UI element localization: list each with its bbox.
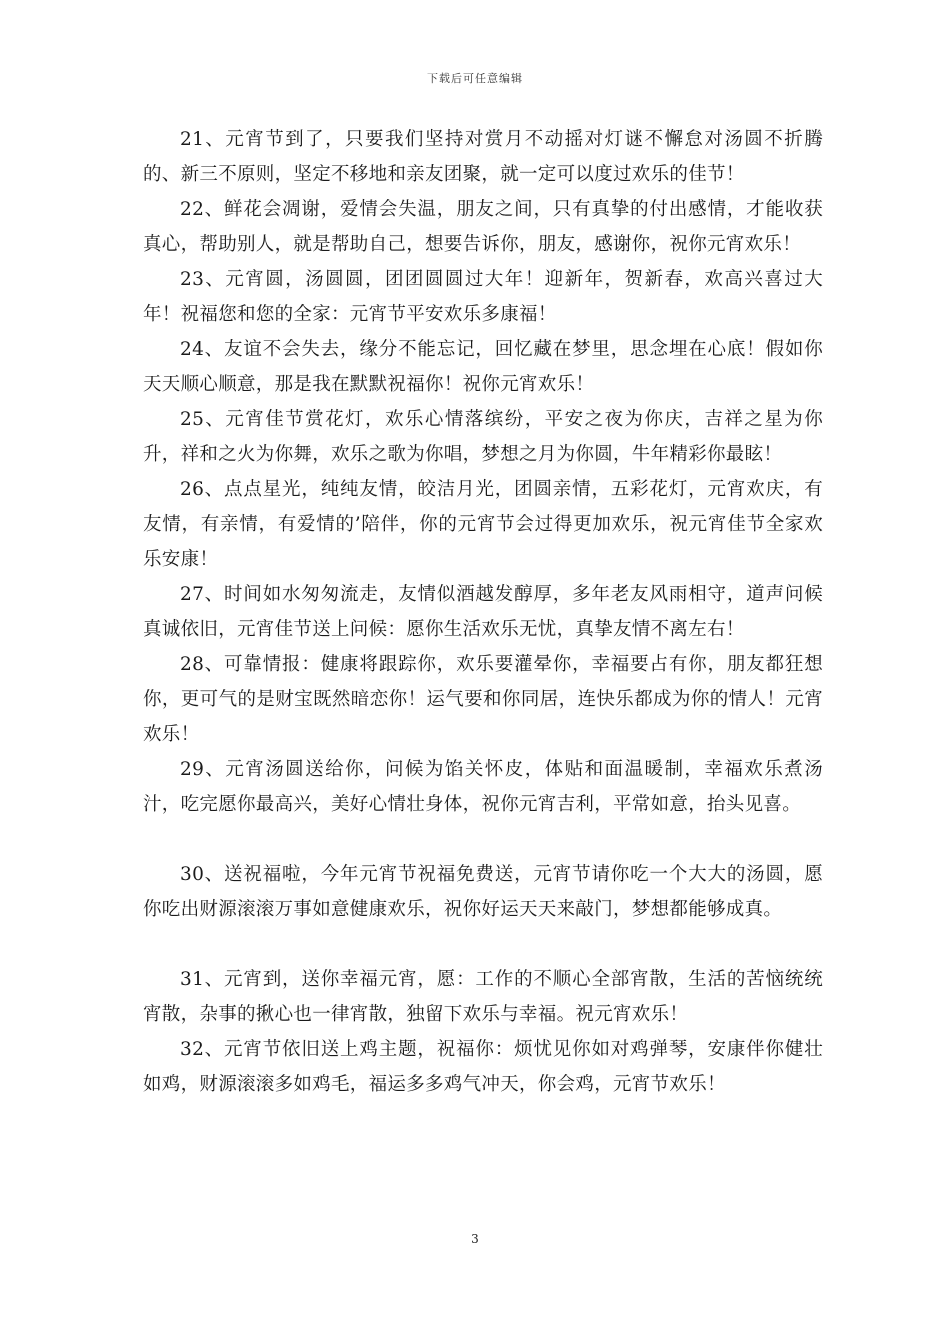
paragraph-31: 31、元宵到，送你幸福元宵，愿：工作的不顺心全部宵散，生活的苦恼统统宵散，杂事的揪心也一律宵散，独留下欢乐与幸福。祝元宵欢乐！: [143, 969, 823, 1025]
paragraph-23: 23、元宵圆，汤圆圆，团团圆圆过大年！迎新年，贺新春，欢高兴喜过大年！祝福您和您的全家：元宵节平安欢乐多康福！: [143, 269, 823, 325]
document-body: [143, 122, 823, 1102]
paragraph-21: 21、元宵节到了，只要我们坚持对赏月不动摇对灯谜不懈怠对汤圆不折腾的、新三不原则，坚定不移地和亲友团聚，就一定可以度过欢乐的佳节！: [143, 129, 823, 185]
paragraph-26: 26、点点星光，纯纯友情，皎洁月光，团圆亲情，五彩花灯，元宵欢庆，有友情，有亲情，有爱情的’陪伴，你的元宵节会过得更加欢乐，祝元宵佳节全家欢乐安康！: [143, 479, 823, 570]
paragraph-24: 24、友谊不会失去，缘分不能忘记，回忆藏在梦里，思念埋在心底！假如你天天顺心顺意，那是我在默默祝福你！祝你元宵欢乐！: [143, 339, 823, 395]
paragraph-28: 28、可靠情报：健康将跟踪你，欢乐要灌晕你，幸福要占有你，朋友都狂想你，更可气的是财宝既然暗恋你！运气要和你同居，连快乐都成为你的情人！元宵欢乐！: [143, 654, 823, 745]
paragraph-32: 32、元宵节依旧送上鸡主题，祝福你：烦忧见你如对鸡弹琴，安康伴你健壮如鸡，财源滚滚多如鸡毛，福运多多鸡气冲天，你会鸡，元宵节欢乐！: [143, 1039, 823, 1095]
paragraph-27: 27、时间如水匆匆流走，友情似酒越发醇厚，多年老友风雨相守，道声问候真诚依旧，元宵佳节送上问候：愿你生活欢乐无忧，真挚友情不离左右！: [143, 584, 823, 640]
paragraph-30: 30、送祝福啦，今年元宵节祝福免费送，元宵节请你吃一个大大的汤圆，愿你吃出财源滚滚万事如意健康欢乐，祝你好运天天来敲门，梦想都能够成真。: [143, 864, 823, 920]
paragraph-25: 25、元宵佳节赏花灯，欢乐心情落缤纷，平安之夜为你庆，吉祥之星为你升，祥和之火为你舞，欢乐之歌为你唱，梦想之月为你圆，牛年精彩你最眩！: [143, 409, 823, 465]
page-header: 下载后可任意编辑: [427, 72, 523, 85]
paragraph-29: 29、元宵汤圆送给你，问候为馅关怀皮，体贴和面温暖制，幸福欢乐煮汤汁，吃完愿你最高兴，美好心情壮身体，祝你元宵吉利，平常如意，抬头见喜。: [143, 759, 823, 815]
page-number: 3: [471, 1232, 479, 1246]
paragraph-22: 22、鲜花会凋谢，爱情会失温，朋友之间，只有真挚的付出感情，才能收获真心，帮助别人，就是帮助自己，想要告诉你，朋友，感谢你，祝你元宵欢乐！: [143, 199, 823, 255]
